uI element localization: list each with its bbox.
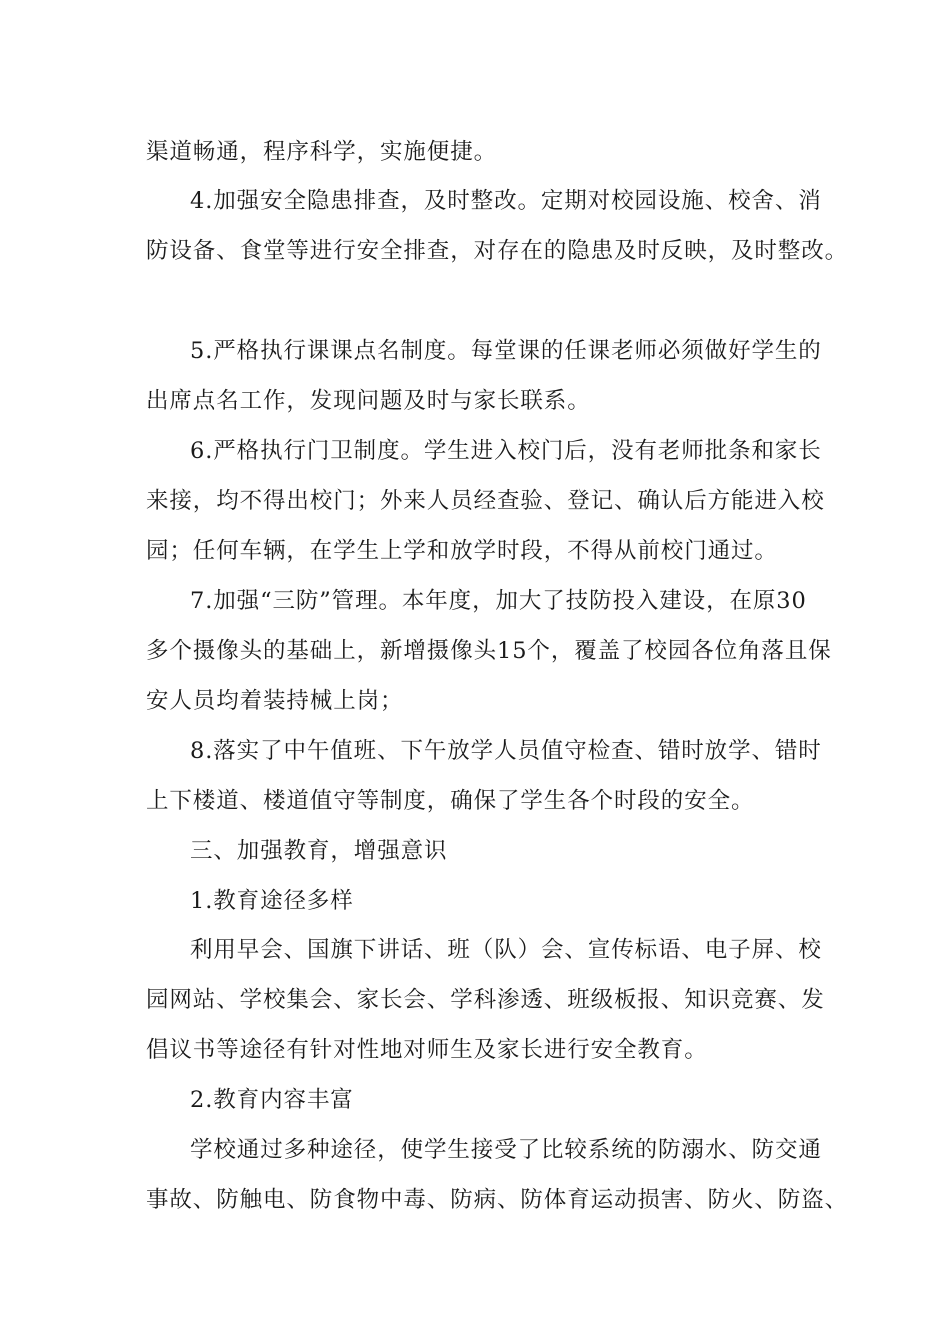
- text-line: 出席点名工作，发现问题及时与家长联系。: [146, 388, 591, 414]
- text-line: 安人员均着装持械上岗；: [146, 688, 404, 714]
- subsection-heading: 2.教育内容丰富: [190, 1087, 354, 1113]
- text-line: 4.加强安全隐患排查，及时整改。定期对校园设施、校舍、消: [190, 188, 822, 214]
- text-line: 多个摄像头的基础上，新增摄像头15个，覆盖了校园各位角落且保: [146, 638, 832, 664]
- text-line: 来接，均不得出校门；外来人员经查验、登记、确认后方能进入校: [146, 488, 825, 514]
- text-line: 倡议书等途径有针对性地对师生及家长进行安全教育。: [146, 1037, 708, 1063]
- section-heading: 三、加强教育，增强意识: [190, 838, 448, 864]
- text-line: 园网站、学校集会、家长会、学科渗透、班级板报、知识竞赛、发: [146, 987, 825, 1013]
- text-line: 渠道畅通，程序科学，实施便捷。: [146, 139, 498, 165]
- text-line: 防设备、食堂等进行安全排查，对存在的隐患及时反映，及时整改。: [146, 238, 849, 264]
- text-line: 7.加强“三防”管理。本年度，加大了技防投入建设，在原30: [190, 588, 807, 614]
- text-line: 园；任何车辆，在学生上学和放学时段，不得从前校门通过。: [146, 538, 778, 564]
- text-line: 上下楼道、楼道值守等制度，确保了学生各个时段的安全。: [146, 788, 755, 814]
- text-line: 6.严格执行门卫制度。学生进入校门后，没有老师批条和家长: [190, 438, 822, 464]
- text-line: 8.落实了中午值班、下午放学人员值守检查、错时放学、错时: [190, 738, 822, 764]
- text-line: 事故、防触电、防食物中毒、防病、防体育运动损害、防火、防盗、: [146, 1187, 849, 1213]
- text-line: 利用早会、国旗下讲话、班（队）会、宣传标语、电子屏、校: [190, 937, 822, 963]
- text-line: 学校通过多种途径，使学生接受了比较系统的防溺水、防交通: [190, 1137, 822, 1163]
- text-line: 5.严格执行课课点名制度。每堂课的任课老师必须做好学生的: [190, 338, 822, 364]
- subsection-heading: 1.教育途径多样: [190, 888, 354, 914]
